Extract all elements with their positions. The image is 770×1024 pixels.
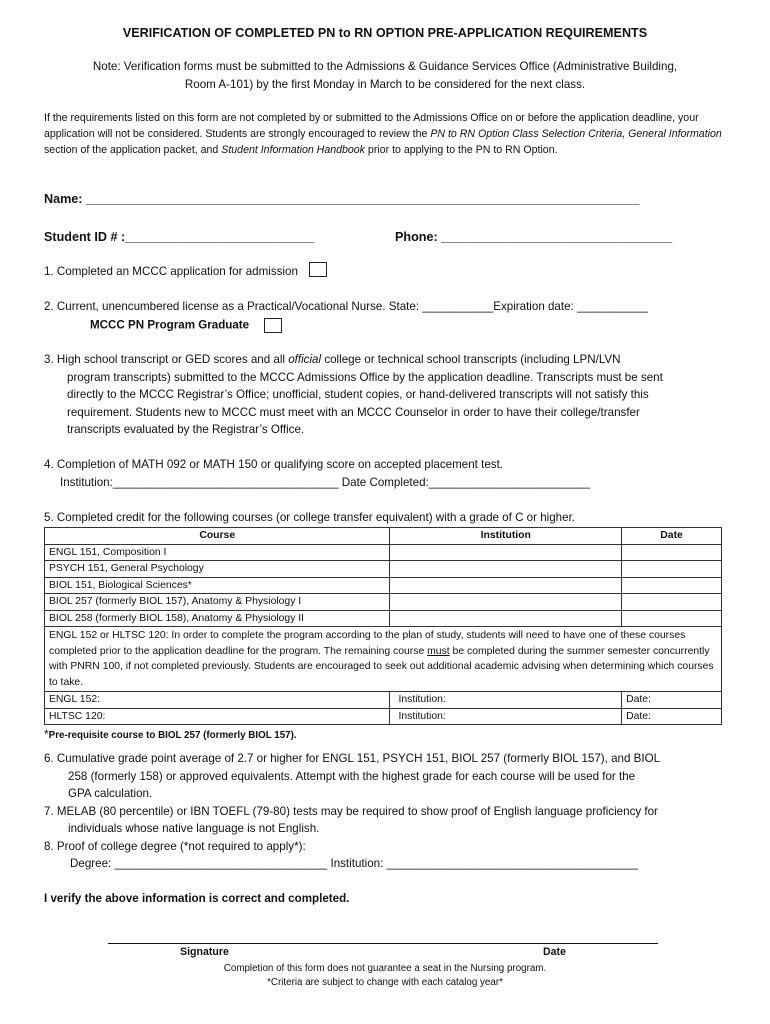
table-header-course: Course xyxy=(45,528,390,545)
item-3-line-2: program transcripts) submitted to the MCCC Admissions Office by the application deadline. Transcripts must be sent xyxy=(67,371,663,384)
item-3-line-1 xyxy=(44,353,621,366)
date-cell[interactable] xyxy=(622,577,722,594)
item-4-line-1: 4. Completion of MATH 092 or MATH 150 or qualifying score on accepted placement test. xyxy=(44,458,504,471)
prereq-footnote xyxy=(44,725,297,743)
institution-cell[interactable] xyxy=(390,594,622,611)
pn-graduate-label: MCCC PN Program Graduate xyxy=(90,318,250,332)
table-header-date: Date xyxy=(622,528,722,545)
course-cell: ENGL 151, Composition I xyxy=(45,544,390,561)
item-8-line-1: 8. Proof of college degree (*not required to apply*): xyxy=(44,840,306,853)
item-4-line-2[interactable]: Institution:___________________________________ Date Completed:_________________________ xyxy=(60,476,590,489)
note-line-2: Room A-101) by the first Monday in March to be considered for the next class. xyxy=(184,78,586,91)
engl-note-text-a: ENGL 152 or HLTSC 120: In order to complete the program according to the plan of study, students will need to have one of these courses completed prior to the application deadline for the program. The remaining course xyxy=(49,630,686,657)
pn-graduate-checkbox[interactable] xyxy=(264,318,282,333)
item-1-label: 1. Completed an MCCC application for admission xyxy=(44,265,298,278)
item-5-label: 5. Completed credit for the following courses (or college transfer equivalent) with a grade of C or higher. xyxy=(44,511,576,524)
table-row xyxy=(45,594,722,611)
verify-statement: I verify the above information is correct and completed. xyxy=(44,892,350,905)
institution-cell[interactable] xyxy=(390,561,622,578)
course-cell: HLTSC 120: xyxy=(45,708,390,725)
table-row xyxy=(45,708,722,725)
item-3-text-b: college or technical school transcripts (including LPN/LVN xyxy=(321,353,621,366)
course-cell: BIOL 258 (formerly BIOL 158), Anatomy & Physiology II xyxy=(45,610,390,627)
item-6-line-2: 258 (formerly 158) or approved equivalents. Attempt with the highest grade for each course will be used for the xyxy=(68,770,636,783)
date-cell[interactable]: Date: xyxy=(622,708,722,725)
item-3-line-4: requirement. Students new to MCCC must meet with an MCCC Counselor in order to have their college/transfer xyxy=(67,406,640,419)
item-6-line-3: GPA calculation. xyxy=(68,787,153,800)
date-cell[interactable] xyxy=(622,594,722,611)
institution-cell[interactable] xyxy=(390,577,622,594)
table-row xyxy=(45,561,722,578)
phone-field[interactable]: Phone: _________________________________ xyxy=(395,230,673,244)
prereq-text: Pre-requisite course to BIOL 257 (formerly BIOL 157). xyxy=(48,730,297,741)
table-row xyxy=(45,610,722,627)
item-2-sub xyxy=(90,318,282,333)
engl-hltsc-note xyxy=(45,627,722,692)
date-cell[interactable]: Date: xyxy=(622,692,722,709)
table-row xyxy=(45,692,722,709)
table-row xyxy=(45,544,722,561)
item-8-degree-field[interactable]: Degree: _________________________________ Institution: _______________________________________ xyxy=(70,857,639,870)
table-header-row xyxy=(45,528,722,545)
item-6-line-1: 6. Cumulative grade point average of 2.7 or higher for ENGL 151, PSYCH 151, BIOL 257 (formerly BIOL 157), and BIOL xyxy=(44,752,661,765)
student-id-field[interactable]: Student ID # :___________________________ xyxy=(44,230,315,244)
intro-text-1: If the requirements listed on this form are not completed by or submitted to the Admissions Office on or before the application deadline, your application will not be considered. Students are strongly encouraged to review the xyxy=(44,112,699,140)
signature-label: Signature xyxy=(180,946,229,958)
course-cell: PSYCH 151, General Psychology xyxy=(45,561,390,578)
page-title: VERIFICATION OF COMPLETED PN to RN OPTION PRE-APPLICATION REQUIREMENTS xyxy=(122,26,648,40)
institution-cell[interactable]: Institution: xyxy=(390,692,622,709)
item-7-line-2: individuals whose native language is not English. xyxy=(68,822,320,835)
table-header-institution: Institution xyxy=(390,528,622,545)
note-line-1: Note: Verification forms must be submitted to the Admissions & Guidance Services Office (Administrative Building, xyxy=(92,60,678,73)
institution-cell[interactable] xyxy=(390,544,622,561)
course-cell: BIOL 257 (formerly BIOL 157), Anatomy & Physiology I xyxy=(45,594,390,611)
name-field[interactable]: Name: _______________________________________________________________________________ xyxy=(44,192,640,206)
date-label: Date xyxy=(543,946,566,958)
intro-paragraph xyxy=(44,110,734,158)
prereq-star: * xyxy=(44,727,49,741)
course-cell: ENGL 152: xyxy=(45,692,390,709)
official-italic: official xyxy=(288,353,322,366)
date-cell[interactable] xyxy=(622,610,722,627)
intro-italic-2: Student Information Handbook xyxy=(221,144,365,156)
intro-text-2: section of the application packet, and xyxy=(44,144,222,156)
item-2-label: 2. Current, unencumbered license as a Practical/Vocational Nurse. State: ___________Expiration date: ___________ xyxy=(44,300,648,313)
table-note-row xyxy=(45,627,722,692)
item-3-line-3: directly to the MCCC Registrar’s Office; unofficial, student copies, or hand-delivered transcripts will not satisfy this xyxy=(67,388,649,401)
date-cell[interactable] xyxy=(622,561,722,578)
table-row xyxy=(45,577,722,594)
intro-text-3: prior to applying to the PN to RN Option. xyxy=(364,144,558,156)
engl-note-text-b: be completed during the summer semester concurrently with PNRN 100, if not completed previously. Students are encouraged to seek out additional academic advising when determining which courses to take. xyxy=(49,645,714,688)
footer-line-2: *Criteria are subject to change with each catalog year* xyxy=(267,977,503,988)
intro-italic-1: PN to RN Option Class Selection Criteria, General Information xyxy=(430,128,722,140)
item-3-text-a: 3. High school transcript or GED scores and all xyxy=(44,353,289,366)
course-cell: BIOL 151, Biological Sciences* xyxy=(45,577,390,594)
footer-line-1: Completion of this form does not guarantee a seat in the Nursing program. xyxy=(223,963,547,974)
date-cell[interactable] xyxy=(622,544,722,561)
application-checkbox[interactable] xyxy=(309,262,327,277)
must-underlined: must xyxy=(427,645,450,657)
item-7-line-1: 7. MELAB (80 percentile) or IBN TOEFL (79-80) tests may be required to show proof of English language proficiency for xyxy=(44,805,658,818)
course-table xyxy=(44,527,722,725)
institution-cell[interactable] xyxy=(390,610,622,627)
signature-line[interactable] xyxy=(108,943,658,944)
item-3-line-5: transcripts evaluated by the Registrar’s Office. xyxy=(67,423,305,436)
institution-cell[interactable]: Institution: xyxy=(390,708,622,725)
item-1 xyxy=(44,265,327,278)
